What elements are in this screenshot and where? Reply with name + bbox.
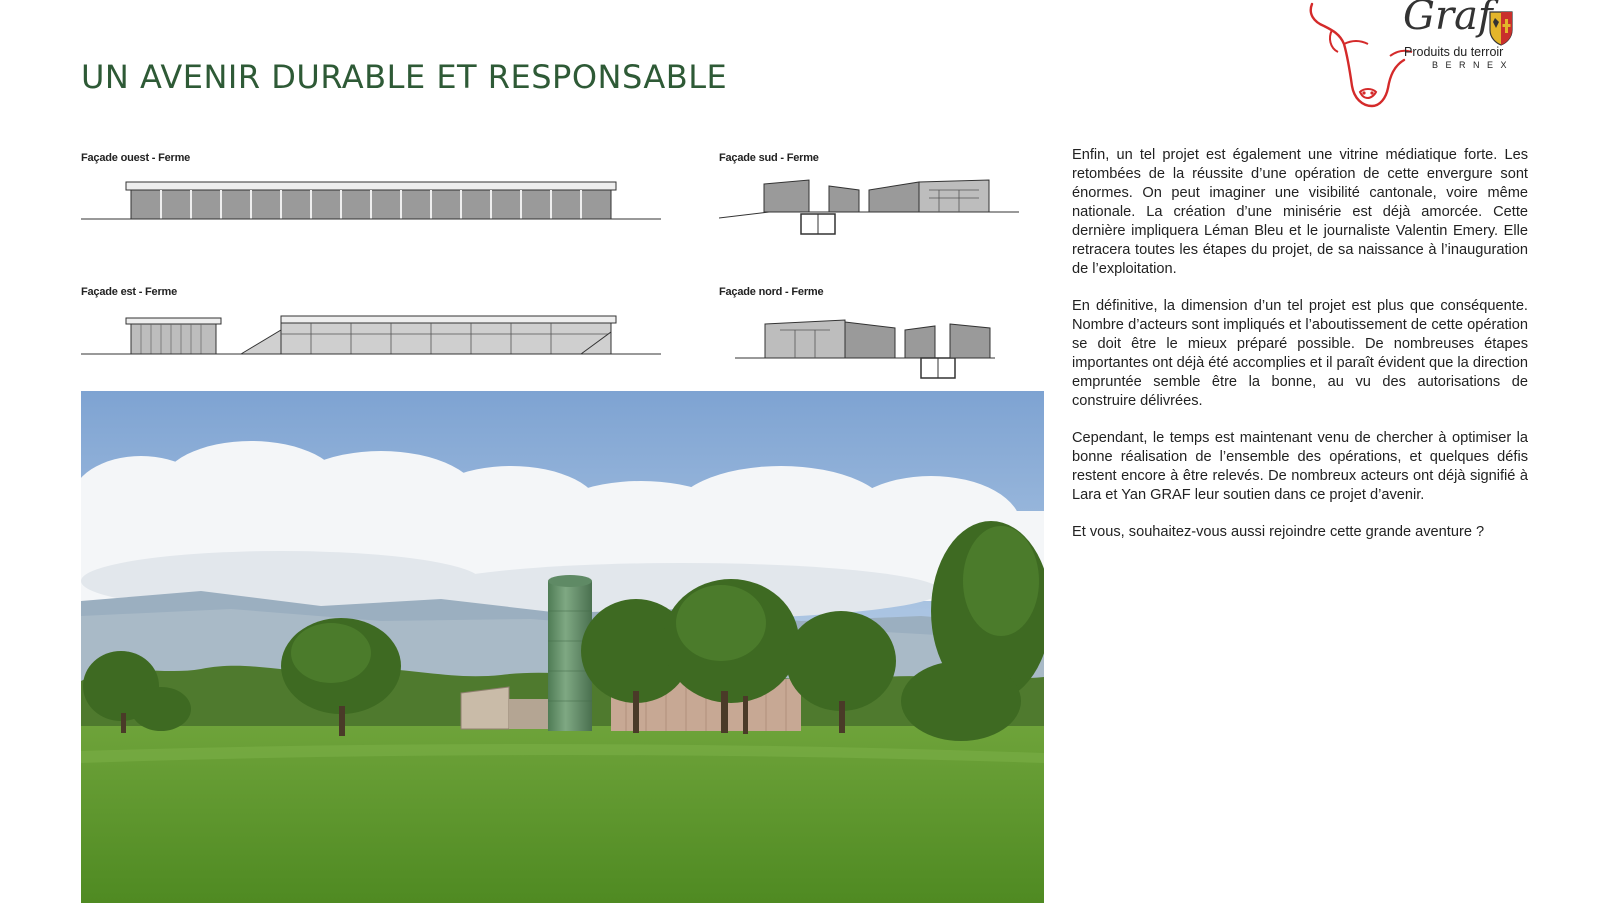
paragraph-3: Cependant, le temps est maintenant venu de chercher à optimiser la bonne réalisation de l’ensemble des opérations, et quelques défis restent encore à être relevés. De nombreux acteurs ont déjà signifié à Lara et Yan GRAF leur soutien dans ce projet d’avenir. — [1072, 430, 1528, 503]
elevation-drawing-est — [81, 312, 661, 360]
farm-landscape-photo — [81, 391, 1044, 903]
geneva-crest-icon — [1490, 12, 1512, 45]
logo-place: BERNEX — [1432, 60, 1515, 70]
elevation-label-nord: Façade nord - Ferme — [719, 286, 824, 298]
paragraph-2: En définitive, la dimension d’un tel projet est plus que conséquente. Nombre d’acteurs sont impliqués et l’aboutissement de cette opération se doit être le mieux préparé possible. De nombreuses étapes importantes ont déjà été accomplies et il paraît évident que la direction empruntée semble être la bonne, au vu des autorisations de construire délivrées. — [1072, 298, 1528, 409]
paragraph-1: Enfin, un tel projet est également une vitrine médiatique forte. Les retombées de la réussite d’une opération de cette envergure sont énormes. On peut imaginer une visibilité cantonale, voire même nationale. La création d’une minisérie est déjà amorcée. Cette dernière impliquera Léman Bleu et le journaliste Valentin Emery. Elle retracera toutes les étapes du projet, de sa naissance à l’inauguration de l’exploitation. — [1072, 147, 1528, 277]
elevation-drawing-ouest — [81, 178, 661, 224]
logo-brand: Graf — [1403, 0, 1493, 39]
body-text — [1072, 146, 1528, 560]
elevation-drawing-sud — [719, 176, 1029, 238]
elevation-label-est: Façade est - Ferme — [81, 286, 178, 298]
elevation-label-sud: Façade sud - Ferme — [719, 152, 819, 164]
logo — [1308, 0, 1538, 112]
paragraph-4: Et vous, souhaitez-vous aussi rejoindre cette grande aventure ? — [1072, 524, 1485, 540]
elevation-drawing-nord — [735, 318, 1015, 382]
elevation-label-ouest: Façade ouest - Ferme — [81, 152, 191, 164]
page-title: UN AVENIR DURABLE ET RESPONSABLE — [81, 58, 728, 96]
logo-tagline: Produits du terroir — [1404, 45, 1504, 59]
